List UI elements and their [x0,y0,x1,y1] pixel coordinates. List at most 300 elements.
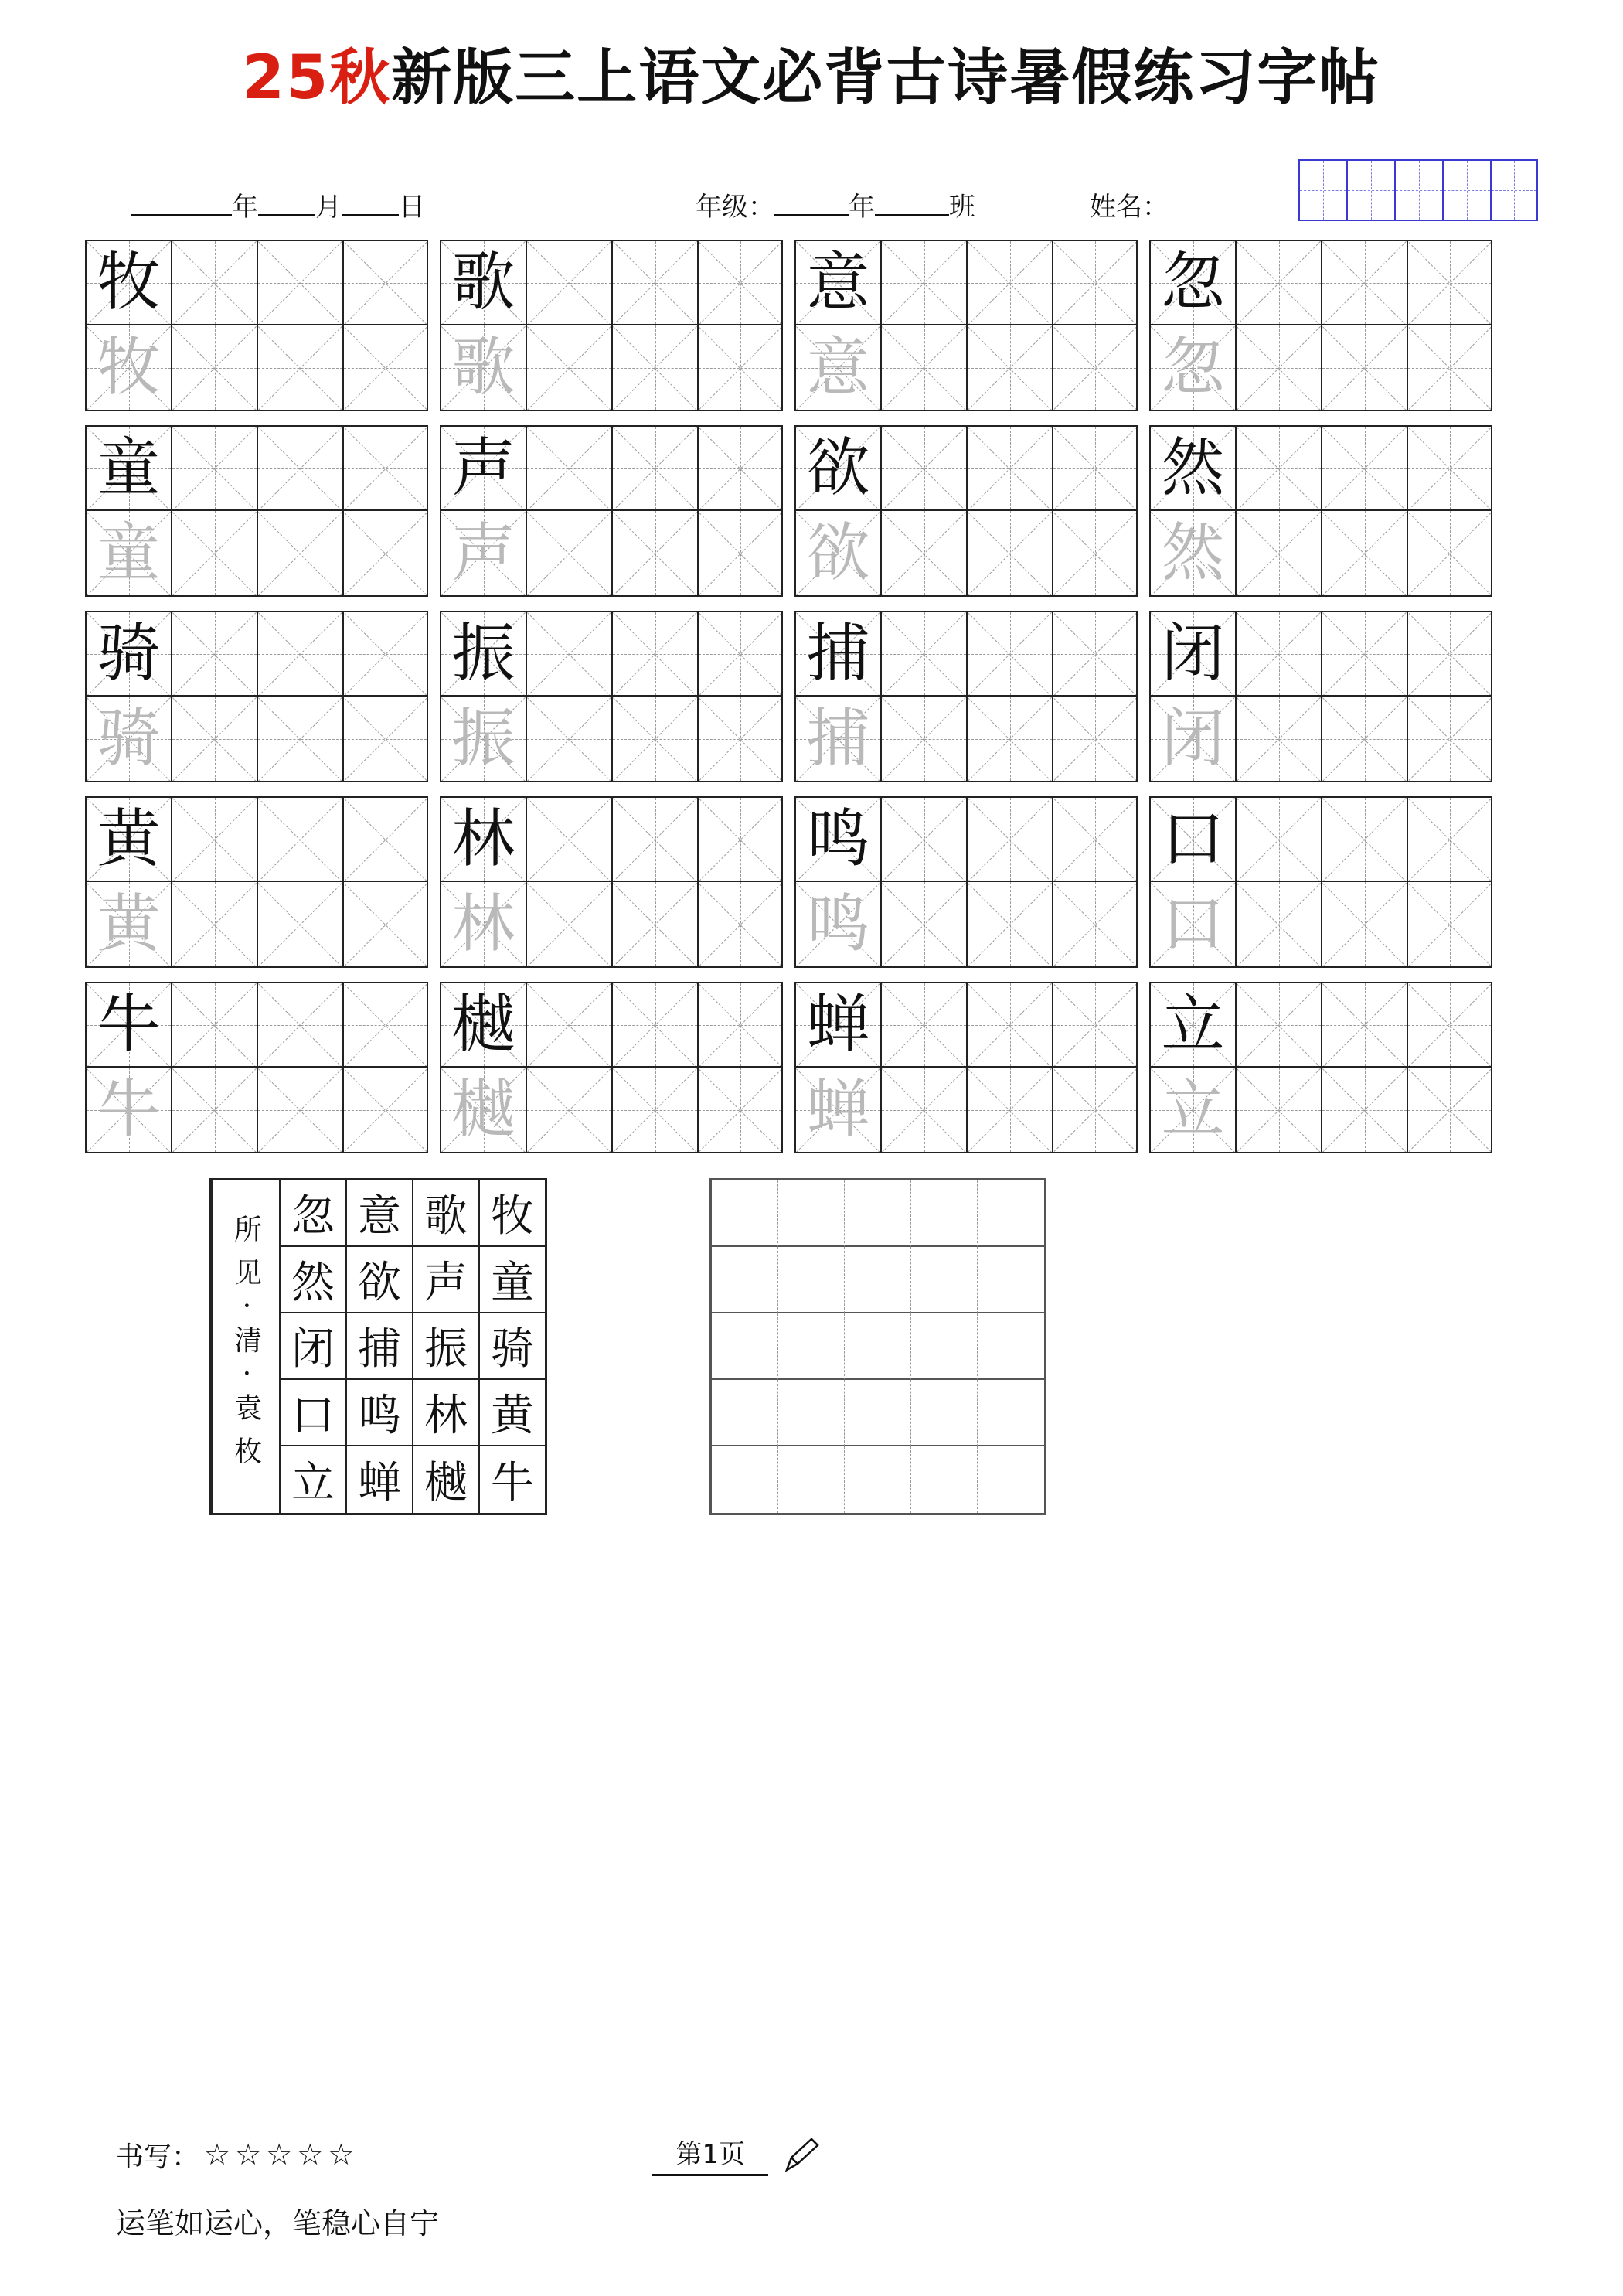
practice-cell[interactable] [526,697,611,782]
practice-cell[interactable] [611,882,697,968]
char-practice-block [440,425,785,597]
practice-cell[interactable] [1052,697,1138,782]
practice-cell[interactable] [257,697,342,782]
date-field[interactable] [131,186,425,223]
practice-cell[interactable] [85,240,171,325]
practice-row [794,796,1140,882]
date-year-blank[interactable] [131,214,232,216]
practice-cell[interactable] [697,611,783,697]
practice-cell[interactable] [1235,425,1321,511]
practice-cell[interactable] [880,882,966,968]
grade-field[interactable] [696,186,975,223]
practice-cell[interactable] [611,796,697,882]
blank-grid-cell[interactable] [845,1380,911,1446]
practice-cell[interactable] [1149,1068,1235,1153]
practice-cell[interactable] [611,325,697,411]
practice-cell[interactable] [1407,325,1492,411]
practice-cell[interactable] [85,796,171,882]
practice-cell[interactable] [526,982,611,1068]
practice-cell[interactable] [257,1068,342,1153]
trace-character: 然 [1161,516,1225,590]
blank-grid-cell[interactable] [978,1313,1044,1380]
practice-cell[interactable] [257,796,342,882]
char-practice-block [1149,240,1495,411]
poem-cell: 声 [412,1247,478,1313]
practice-cell[interactable] [171,1068,257,1153]
rating-stars[interactable]: ☆☆☆☆☆ [204,2138,359,2172]
blank-grid-cell[interactable] [911,1380,978,1446]
model-character: 樾 [451,987,515,1061]
date-month-blank[interactable] [258,214,315,216]
trace-character: 林 [451,887,515,961]
poem-cell: 歌 [412,1180,478,1247]
blank-grid-cell[interactable] [978,1180,1044,1247]
practice-cell[interactable] [880,982,966,1068]
practice-cell[interactable] [794,697,880,782]
blank-grid-cell[interactable] [778,1180,845,1247]
poem-cell: 意 [345,1180,412,1247]
practice-cell[interactable] [1149,240,1235,325]
practice-cell[interactable] [257,325,342,411]
date-day-label: 日 [399,192,425,223]
practice-cell[interactable] [966,1068,1052,1153]
practice-cell[interactable] [794,1068,880,1153]
practice-cell[interactable] [440,425,526,511]
practice-cell[interactable] [171,240,257,325]
poem-cell: 骑 [478,1313,545,1380]
blank-practice-grid[interactable] [709,1178,1046,1515]
practice-cell[interactable] [1149,611,1235,697]
name-input-boxes[interactable] [1298,159,1538,221]
practice-row [794,240,1140,325]
model-character: 忽 [1161,245,1225,319]
trace-character: 忽 [1161,330,1225,404]
practice-cell[interactable] [440,697,526,782]
practice-cell[interactable] [880,697,966,782]
practice-row [794,697,1140,782]
model-character: 童 [97,431,161,505]
practice-cell[interactable] [171,511,257,597]
practice-row [440,611,785,697]
practice-cell[interactable] [966,240,1052,325]
practice-cell[interactable] [526,611,611,697]
blank-grid-cell[interactable] [845,1446,911,1513]
practice-cell[interactable] [1407,982,1492,1068]
practice-cell[interactable] [171,325,257,411]
practice-cell[interactable] [440,982,526,1068]
practice-cell[interactable] [257,240,342,325]
blank-grid-cell[interactable] [778,1446,845,1513]
char-practice-block [85,982,430,1153]
blank-grid-cell[interactable] [845,1180,911,1247]
practice-cell[interactable] [794,982,880,1068]
practice-cell[interactable] [697,240,783,325]
blank-grid-cell[interactable] [845,1247,911,1313]
practice-cell[interactable] [880,425,966,511]
poem-cell: 欲 [345,1247,412,1313]
name-box[interactable] [1346,159,1394,221]
practice-cell[interactable] [880,1068,966,1153]
page-number-rule [652,2174,768,2176]
practice-row [794,882,1140,968]
blank-grid-cell[interactable] [712,1180,778,1247]
practice-cell[interactable] [342,240,428,325]
blank-grid-cell[interactable] [712,1380,778,1446]
model-character: 欲 [806,431,870,505]
practice-row [794,511,1140,597]
practice-cell[interactable] [966,325,1052,411]
page-number-block [652,2133,768,2176]
practice-cell[interactable] [85,1068,171,1153]
name-box[interactable] [1490,159,1538,221]
blank-grid-cell[interactable] [712,1313,778,1380]
practice-cell[interactable] [440,511,526,597]
practice-cell[interactable] [85,425,171,511]
practice-cell[interactable] [1407,1068,1492,1153]
practice-cell[interactable] [611,425,697,511]
char-practice-block [85,611,430,782]
practice-cell[interactable] [1149,511,1235,597]
practice-cell[interactable] [526,511,611,597]
practice-row [1149,425,1495,511]
practice-cell[interactable] [440,325,526,411]
blank-grid-cell[interactable] [978,1446,1044,1513]
practice-row [85,882,430,968]
practice-cell[interactable] [1407,425,1492,511]
practice-cell[interactable] [342,425,428,511]
practice-cell[interactable] [171,982,257,1068]
trace-character: 口 [1161,887,1225,961]
model-character: 骑 [97,616,161,690]
practice-cell[interactable] [1235,611,1321,697]
char-practice-block [794,796,1140,968]
practice-cell[interactable] [1235,240,1321,325]
practice-row [794,1068,1140,1153]
char-practice-block [440,611,785,782]
practice-row [1149,982,1495,1068]
practice-cell[interactable] [440,796,526,882]
model-character: 声 [451,431,515,505]
poem-cell: 鸣 [345,1380,412,1446]
practice-cell[interactable] [966,511,1052,597]
practice-cell[interactable] [1235,796,1321,882]
practice-cell[interactable] [1321,325,1407,411]
practice-cell[interactable] [1149,796,1235,882]
practice-cell[interactable] [1052,511,1138,597]
practice-row [1149,1068,1495,1153]
practice-cell[interactable] [526,796,611,882]
practice-row [794,325,1140,411]
trace-character: 立 [1161,1072,1225,1146]
name-box[interactable] [1298,159,1346,221]
practice-cell[interactable] [440,611,526,697]
practice-cell[interactable] [1052,882,1138,968]
grade-year-blank[interactable] [774,214,849,216]
model-character: 闭 [1161,616,1225,690]
practice-cell[interactable] [526,425,611,511]
practice-cell[interactable] [611,697,697,782]
footer-motto: 运笔如运心，笔稳心自宁 [116,2206,440,2240]
trace-character: 牛 [97,1072,161,1146]
name-label [1090,186,1169,223]
practice-row [440,697,785,782]
practice-cell[interactable] [1321,697,1407,782]
practice-cell[interactable] [1407,697,1492,782]
practice-cell[interactable] [697,425,783,511]
practice-cell[interactable] [257,425,342,511]
practice-cell[interactable] [342,882,428,968]
practice-cell[interactable] [342,511,428,597]
practice-cell[interactable] [1235,882,1321,968]
blank-grid-cell[interactable] [845,1313,911,1380]
practice-cell[interactable] [966,425,1052,511]
practice-cell[interactable] [611,1068,697,1153]
practice-cell[interactable] [171,882,257,968]
blank-grid-cell[interactable] [911,1180,978,1247]
char-practice-block [1149,796,1495,968]
practice-cell[interactable] [1052,982,1138,1068]
char-practice-block [794,240,1140,411]
practice-cell[interactable] [257,511,342,597]
practice-cell[interactable] [1235,325,1321,411]
blank-grid-cell[interactable] [978,1247,1044,1313]
practice-cell[interactable] [1407,882,1492,968]
blank-grid-cell[interactable] [778,1247,845,1313]
practice-cell[interactable] [342,1068,428,1153]
practice-cell[interactable] [611,240,697,325]
practice-row [794,425,1140,511]
practice-cell[interactable] [342,982,428,1068]
poem-cell: 蝉 [345,1446,412,1513]
practice-cell[interactable] [794,240,880,325]
practice-cell[interactable] [1321,240,1407,325]
info-row [85,142,1538,235]
poem-cell: 牧 [478,1180,545,1247]
char-practice-block [1149,982,1495,1153]
char-practice-block [794,982,1140,1153]
poem-cell: 口 [279,1380,345,1446]
name-box[interactable] [1442,159,1490,221]
poem-column [478,1180,545,1513]
practice-cell[interactable] [1321,611,1407,697]
practice-cell[interactable] [257,982,342,1068]
practice-cell[interactable] [526,325,611,411]
blank-grid-cell[interactable] [978,1380,1044,1446]
blank-grid-cell[interactable] [778,1380,845,1446]
practice-cell[interactable] [794,796,880,882]
practice-cell[interactable] [342,611,428,697]
name-label-text: 姓名： [1090,192,1169,223]
blank-grid-cell[interactable] [712,1247,778,1313]
blank-grid-cell[interactable] [911,1247,978,1313]
practice-cell[interactable] [171,611,257,697]
practice-cell[interactable] [257,611,342,697]
practice-row [1149,240,1495,325]
model-character: 立 [1161,987,1225,1061]
practice-cell[interactable] [794,611,880,697]
practice-cell[interactable] [611,511,697,597]
practice-row [85,1068,430,1153]
practice-cell[interactable] [526,1068,611,1153]
practice-cell[interactable] [697,697,783,782]
practice-cell[interactable] [342,697,428,782]
blank-grid-row [712,1313,1044,1380]
practice-cell[interactable] [1149,425,1235,511]
grade-class-label: 班 [949,192,975,223]
date-day-blank[interactable] [342,214,399,216]
date-year-label: 年 [232,192,258,223]
practice-cell[interactable] [1235,697,1321,782]
footer [116,2133,1538,2242]
practice-cell[interactable] [697,511,783,597]
practice-cell[interactable] [966,796,1052,882]
practice-cell[interactable] [1407,796,1492,882]
trace-character: 童 [97,516,161,590]
practice-cell[interactable] [85,882,171,968]
practice-cell[interactable] [85,611,171,697]
poem-column [412,1180,478,1513]
practice-cell[interactable] [85,982,171,1068]
practice-cell[interactable] [1321,982,1407,1068]
practice-cell[interactable] [880,325,966,411]
char-practice-block [440,796,785,968]
practice-cell[interactable] [1149,982,1235,1068]
practice-cell[interactable] [697,882,783,968]
blank-grid-row [712,1247,1044,1313]
poem-cell: 立 [279,1446,345,1513]
practice-row [1149,882,1495,968]
practice-cell[interactable] [1052,240,1138,325]
poem-column [345,1180,412,1513]
practice-cell[interactable] [880,240,966,325]
practice-cell[interactable] [1052,425,1138,511]
practice-cell[interactable] [342,325,428,411]
practice-row [794,611,1140,697]
blank-grid-cell[interactable] [712,1446,778,1513]
char-practice-block [85,796,430,968]
practice-cell[interactable] [966,882,1052,968]
practice-cell[interactable] [1235,1068,1321,1153]
practice-cell[interactable] [880,611,966,697]
practice-cell[interactable] [1235,982,1321,1068]
practice-cell[interactable] [1407,511,1492,597]
poem-title-column [211,1180,279,1513]
practice-cell[interactable] [85,697,171,782]
practice-cell[interactable] [85,325,171,411]
practice-cell[interactable] [171,796,257,882]
practice-cell[interactable] [1321,796,1407,882]
practice-cell[interactable] [966,982,1052,1068]
footer-rating-row [116,2133,1538,2176]
char-practice-block [85,240,430,411]
practice-cell[interactable] [171,697,257,782]
poem-column [279,1180,345,1513]
trace-character: 黄 [97,887,161,961]
practice-cell[interactable] [611,611,697,697]
practice-cell[interactable] [440,240,526,325]
practice-cell[interactable] [1052,796,1138,882]
practice-cell[interactable] [697,325,783,411]
practice-cell[interactable] [794,425,880,511]
practice-cell[interactable] [342,796,428,882]
blank-grid-cell[interactable] [911,1313,978,1380]
practice-cell[interactable] [1052,611,1138,697]
poem-cell: 樾 [412,1446,478,1513]
page-title [85,29,1538,116]
title-rest: 新版三上语文必背古诗暑假练习字帖 [391,43,1381,113]
practice-cell[interactable] [697,982,783,1068]
practice-cell[interactable] [526,882,611,968]
poem-cell: 牛 [478,1446,545,1513]
practice-cell[interactable] [1052,1068,1138,1153]
model-character: 歌 [451,245,515,319]
model-character: 黄 [97,802,161,876]
blank-grid-cell[interactable] [911,1446,978,1513]
practice-cell[interactable] [1321,882,1407,968]
practice-cell[interactable] [794,882,880,968]
practice-cell[interactable] [794,511,880,597]
blank-grid-cell[interactable] [778,1313,845,1380]
poem-cell: 童 [478,1247,545,1313]
practice-cell[interactable] [1321,511,1407,597]
practice-row [1149,796,1495,882]
practice-cell[interactable] [1321,1068,1407,1153]
practice-cell[interactable] [1407,240,1492,325]
practice-cell[interactable] [697,1068,783,1153]
practice-cell[interactable] [1407,611,1492,697]
practice-cell[interactable] [257,882,342,968]
practice-row [85,982,430,1068]
practice-cell[interactable] [1149,882,1235,968]
practice-cell[interactable] [794,325,880,411]
practice-cell[interactable] [697,796,783,882]
trace-character: 意 [806,330,870,404]
practice-cell[interactable] [1149,325,1235,411]
practice-cell[interactable] [880,511,966,597]
poem-cell: 振 [412,1313,478,1380]
practice-cell[interactable] [85,511,171,597]
practice-cell[interactable] [966,697,1052,782]
practice-cell[interactable] [966,611,1052,697]
practice-row [440,425,785,511]
char-practice-block [794,425,1140,597]
practice-cell[interactable] [1321,425,1407,511]
blank-grid-row [712,1180,1044,1247]
model-character: 捕 [806,616,870,690]
practice-grid-area [85,240,1538,1167]
practice-cell[interactable] [1052,325,1138,411]
practice-cell[interactable] [1149,697,1235,782]
practice-cell[interactable] [880,796,966,882]
poem-cell: 然 [279,1247,345,1313]
practice-cell[interactable] [440,1068,526,1153]
practice-cell[interactable] [440,882,526,968]
blank-grid-row [712,1446,1044,1513]
poem-table [209,1178,547,1515]
practice-cell[interactable] [171,425,257,511]
title-highlight: 25秋 [242,43,392,113]
poem-cell: 林 [412,1380,478,1446]
grade-class-blank[interactable] [875,214,949,216]
page-number: 第1页 [675,2139,746,2170]
model-character: 林 [451,802,515,876]
bottom-section [85,1178,1538,1515]
practice-cell[interactable] [1235,511,1321,597]
name-box[interactable] [1394,159,1442,221]
practice-cell[interactable] [611,982,697,1068]
practice-cell[interactable] [526,240,611,325]
trace-character: 闭 [1161,701,1225,775]
